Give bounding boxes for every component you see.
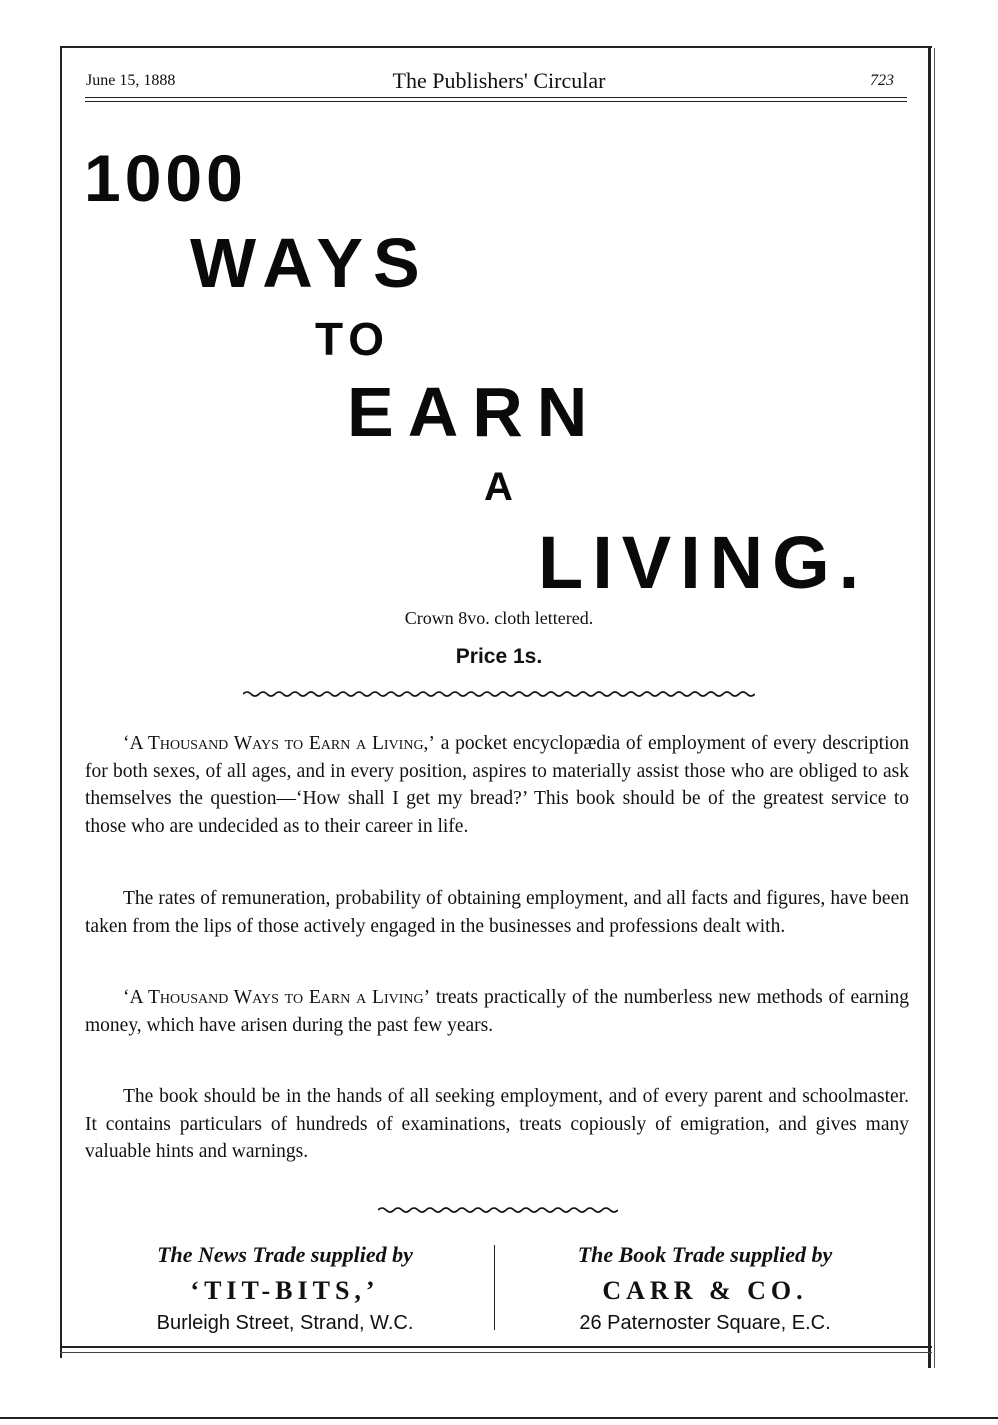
header-page-number: 723 [870,72,894,89]
frame-top-rule [60,46,932,48]
header-date: June 15, 1888 [86,72,176,89]
wavy-ornament-rule-small [378,1206,618,1214]
paragraph-1-title: ‘A Thousand Ways to Earn a Living,’ [123,733,435,754]
frame-bottom-inner-rule [60,1352,932,1353]
wavy-ornament-rule [243,690,755,698]
paragraph-1-text: a pocket encyclopædia of employment of every description for both sexes, of all ages, and in every position, aspires to materially assist those who are obliged to ask themselves the question—‘How shall I get my bread?’ This book should be of the greatest service to those who are undecided as to their career in life. [85,733,909,837]
news-trade-column [80,1242,490,1335]
title-line-to: TO [315,313,391,365]
page-bottom-line [0,1417,998,1419]
frame-right-inner-rule [934,48,935,1368]
paragraph-3 [85,984,909,1039]
paragraph-4-text: The book should be in the hands of all seeking employment, and of every parent and schoolmaster. It contains particulars of hundreds of examinations, treats copiously of emigration, and gives many valuable hints and warnings. [85,1086,909,1162]
paragraph-2 [85,885,909,940]
title-line-a: A [484,465,513,509]
news-trade-supply-line: The News Trade supplied by [157,1242,413,1267]
title-line-living: LIVING. [538,521,869,604]
news-trade-address: Burleigh Street, Strand, W.C. [156,1312,414,1334]
title-line-ways: WAYS [190,224,430,302]
header-double-rule [85,97,907,102]
title-line-earn: EARN [347,373,602,451]
book-trade-supply-line: The Book Trade supplied by [577,1242,833,1267]
frame-left-rule [60,48,62,1358]
paragraph-3-title: ‘A Thousand Ways to Earn a Living’ [123,987,431,1008]
frame-right-rule [928,48,931,1368]
title-line-1000: 1000 [84,141,247,215]
book-trade-address: 26 Paternoster Square, E.C. [579,1312,831,1334]
paragraph-2-text: The rates of remuneration, probability of obtaining employment, and all facts and figures, have been taken from the lips of those actively engaged in the businesses and professions dealt with. [85,888,909,937]
book-price: Price 1s. [455,645,543,668]
footer-column-divider [494,1245,495,1330]
news-trade-firm: ‘TIT-BITS,’ [190,1276,380,1305]
frame-bottom-rule [60,1346,932,1348]
paragraph-4 [85,1083,909,1166]
book-trade-firm: CARR & CO. [602,1276,808,1305]
book-format: Crown 8vo. cloth lettered. [404,608,594,628]
book-trade-column [500,1242,910,1335]
paragraph-1 [85,730,909,840]
paragraph-3-text: treats practically of the numberless new methods of earning money, which have arisen during the past few years. [85,987,909,1036]
header-title: The Publishers' Circular [392,68,606,93]
